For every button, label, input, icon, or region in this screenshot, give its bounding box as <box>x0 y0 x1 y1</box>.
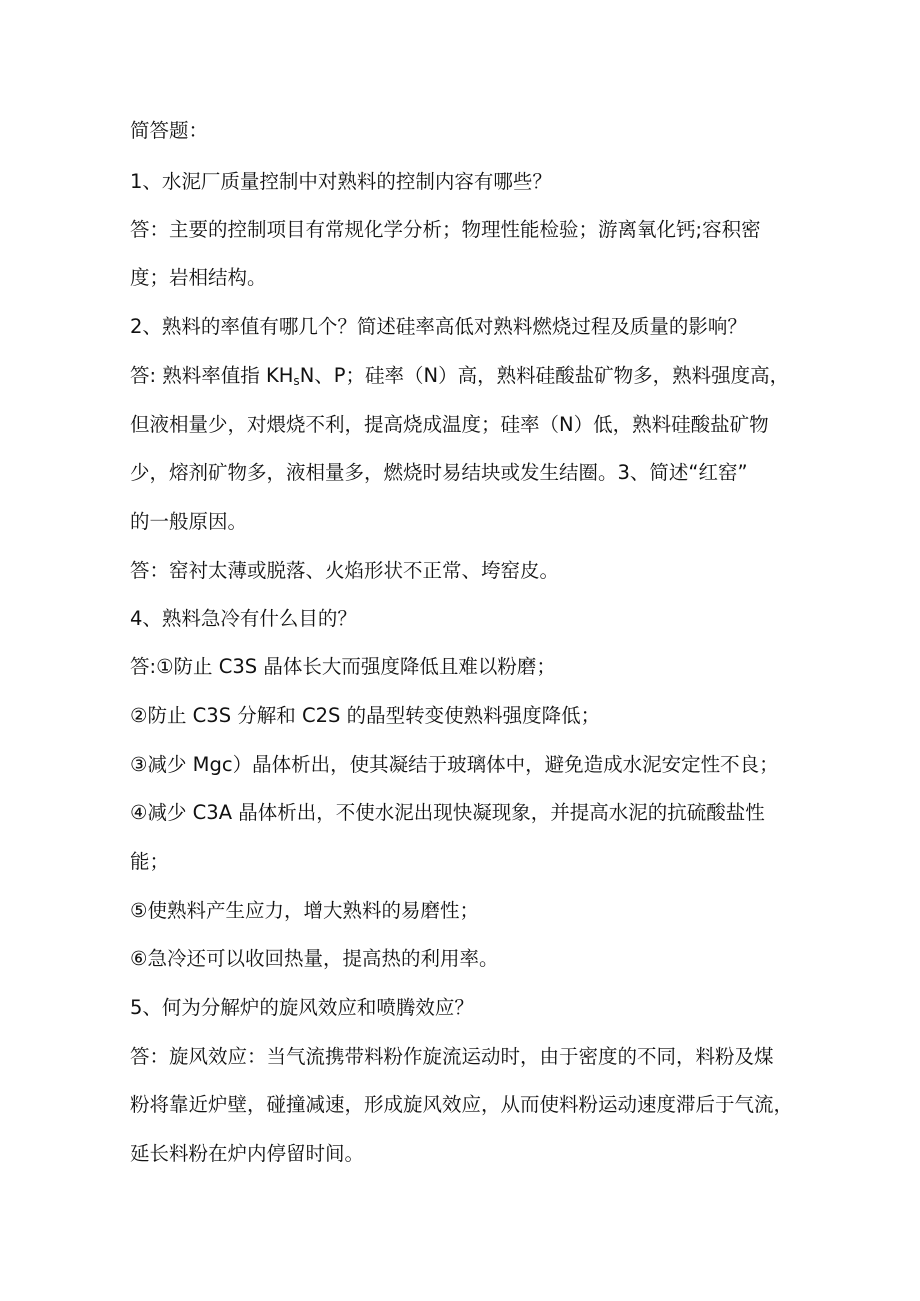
answer-4-item-3: ③减少 Mgc）晶体析出，使其凝结于玻璃体中，避免造成水泥安定性不良； <box>130 753 779 776</box>
answer-4-item-2: ②防止 C3S 分解和 C2S 的晶型转变使熟料强度降低； <box>130 704 601 727</box>
answer-5-line-2: 粉将靠近炉壁，碰撞减速，形成旋风效应，从而使料粉运动速度滞后于气流， <box>130 1093 794 1116</box>
answer-4-item-1: 答:①防止 C3S 晶体长大而强度降低且难以粉磨； <box>130 655 556 678</box>
answer-2-line-2: 但液相量少，对煨烧不利，提高烧成温度；硅率（N）低，熟料硅酸盐矿物 <box>130 413 769 436</box>
answer-2-line-4: 的一般原因。 <box>130 510 248 533</box>
answer-1-line-2: 度；岩相结构。 <box>130 266 267 289</box>
answer-4-item-6: ⑥急冷还可以收回热量，提高热的利用率。 <box>130 947 499 970</box>
answer-4-item-5: ⑤使熟料产生应力，增大熟料的易磨性； <box>130 899 479 922</box>
answer-4-item-4-line-1: ④减少 C3A 晶体析出，不使水泥出现快凝现象，并提高水泥的抗硫酸盐性 <box>130 801 765 824</box>
answer-3: 答：窑衬太薄或脱落、火焰形状不正常、垮窑皮。 <box>130 559 560 582</box>
question-5: 5、何为分解炉的旋风效应和喷腾效应？ <box>130 996 474 1019</box>
answer-4-item-4-line-2: 能； <box>130 850 170 873</box>
answer-2-subscript: s <box>293 374 300 388</box>
question-4: 4、熟料急冷有什么目的？ <box>130 607 357 630</box>
answer-2-line-1 <box>130 362 789 395</box>
answer-5-line-1: 答：旋风效应：当气流携带料粉作旋流运动时，由于密度的不同，料粉及煤 <box>130 1045 774 1068</box>
answer-2-line-1-start: 答: 熟料率值指 KH <box>130 364 294 387</box>
answer-2-line-3: 少，熔剂矿物多，液相量多，燃烧时易结块或发生结圈。3、简述“红窑” <box>130 461 748 484</box>
answer-2-line-1-end: N、P；硅率（N）高，熟料硅酸盐矿物多，熟料强度高， <box>299 364 790 387</box>
question-1: 1、水泥厂质量控制中对熟料的控制内容有哪些？ <box>130 170 552 193</box>
answer-1-line-1: 答：主要的控制项目有常规化学分析；物理性能检验；游离氧化钙;容积密 <box>130 218 761 241</box>
answer-5-line-3: 延长料粉在炉内停留时间。 <box>130 1142 365 1165</box>
section-heading: 简答题： <box>130 119 209 142</box>
question-2: 2、熟料的率值有哪几个？简述硅率高低对熟料燃烧过程及质量的影响？ <box>130 315 747 338</box>
